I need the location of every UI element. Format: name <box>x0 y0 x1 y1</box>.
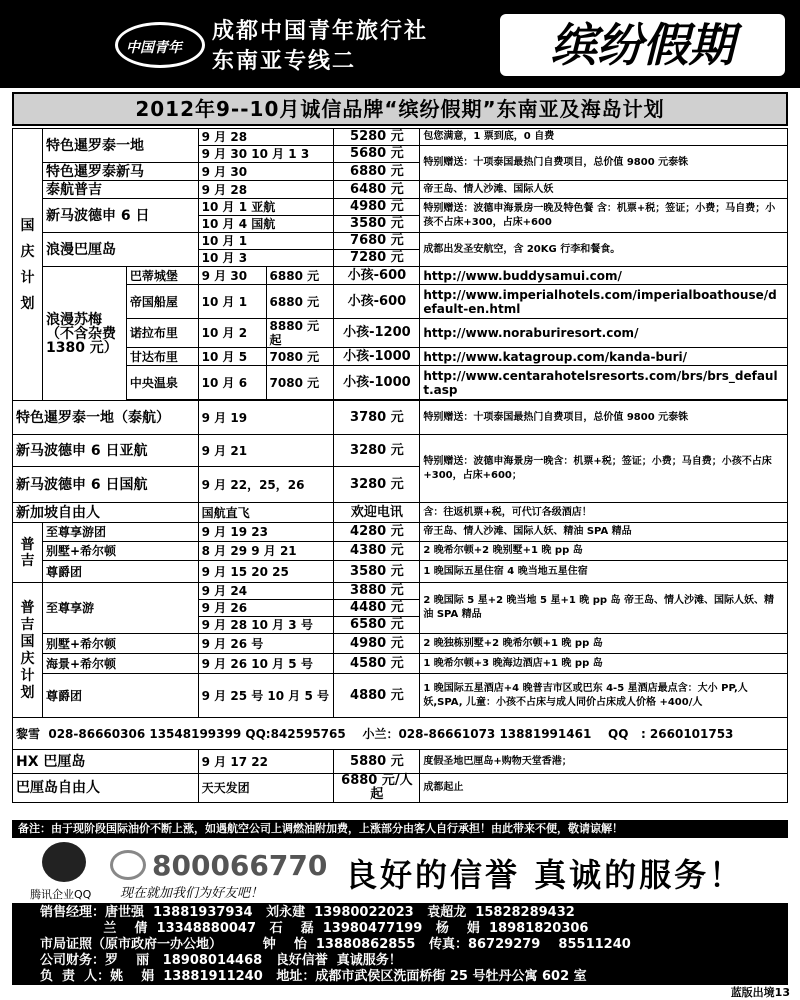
table-row <box>13 523 788 542</box>
contact-line: 黎雪 028-86660306 13548199399 QQ:842595765 小兰：028-86661073 13881991461 QQ : 2660101753 <box>13 718 788 750</box>
label-char: 划 <box>20 684 35 701</box>
label-char: 计 <box>20 667 35 684</box>
qq-slogan: 现在就加我们为好友吧！ <box>120 886 264 901</box>
tour-name: 新马波德申 6 日国航 <box>13 467 199 503</box>
label-char: 国 <box>20 217 35 234</box>
tour-price: 8880 元起 <box>266 319 334 348</box>
table-row <box>13 542 788 561</box>
tour-note: 2 晚希尔顿+2 晚别墅+1 晚 pp 岛 <box>420 542 788 561</box>
tour-date: 9 月 26 号 <box>198 634 334 654</box>
tour-date: 8 月 29 9 月 21 <box>198 542 334 561</box>
table-row <box>13 583 788 600</box>
label-char: 普 <box>20 599 35 616</box>
company-name: 成都中国青年旅行社 <box>212 19 429 44</box>
tour-price: 6880 元 <box>266 267 334 285</box>
tour-price: 6480 元 <box>334 181 420 199</box>
tour-date: 9 月 30 <box>198 267 266 285</box>
table-row <box>13 199 788 216</box>
tour-name: 特色暹罗泰一地 <box>42 129 198 163</box>
tour-name: HX 巴厘岛 <box>13 750 199 774</box>
label-char: 国 <box>20 633 35 650</box>
table-row <box>13 129 788 146</box>
tour-note: 成都出发圣安航空，含 20KG 行李和餐食。 <box>420 233 788 267</box>
tour-price: 6580 元 <box>334 617 420 634</box>
tour-price: 7680 元 <box>334 233 420 250</box>
tour-date: 9 月 22，25，26 <box>198 467 334 503</box>
table-row <box>13 561 788 583</box>
table-row <box>13 435 788 467</box>
tour-note: 成都起止 <box>420 774 788 803</box>
table-row <box>13 774 788 803</box>
footer-line: 市局证照（原市政府一办公地） 钟 怡 13880862855 传真：86729279 85511240 <box>40 937 631 952</box>
tour-name: 新马波德申 6 日亚航 <box>13 435 199 467</box>
tour-price: 3280 元 <box>334 435 420 467</box>
tour-date: 10 月 4 国航 <box>198 216 334 233</box>
tour-name: 特色暹罗泰一地（泰航） <box>13 401 199 435</box>
tour-note: 2 晚独栋别墅+2 晚希尔顿+1 晚 pp 岛 <box>420 634 788 654</box>
guoqing-label <box>13 129 43 401</box>
table-row <box>13 233 788 250</box>
label-char: 吉 <box>20 552 35 569</box>
plan-banner: 2012年9--10月诚信品牌“缤纷假期”东南亚及海岛计划 <box>12 92 788 126</box>
page-mark: 蓝版出境13 <box>730 986 790 999</box>
tour-price: 5880 元 <box>334 750 420 774</box>
hotel-url[interactable]: http://www.buddysamui.com/ <box>420 267 788 285</box>
tour-price: 4380 元 <box>334 542 420 561</box>
label-char: 庆 <box>20 243 35 260</box>
tour-note: 帝王岛、情人沙滩、国际人妖、精油 SPA 精品 <box>420 523 788 542</box>
table-row <box>13 634 788 654</box>
qq-badge <box>30 842 110 902</box>
tour-note: 包您满意，1 票到底，0 自费 <box>420 129 788 146</box>
tour-name: 泰航普吉 <box>42 181 198 199</box>
chat-bubble-icon <box>110 850 146 880</box>
table-row <box>13 674 788 718</box>
tour-price: 欢迎电讯 <box>334 503 420 523</box>
label-char: 普 <box>20 536 35 553</box>
tour-name <box>42 267 126 401</box>
tour-price: 4480 元 <box>334 600 420 617</box>
footer-line: 公司财务：罗 丽 18908014468 良好信誉 真诚服务！ <box>40 953 402 968</box>
tour-date: 天天发团 <box>198 774 334 803</box>
tour-date: 10 月 1 <box>198 233 334 250</box>
tour-price: 5680 元 <box>334 146 420 163</box>
qq-number: 800066770 <box>152 849 328 882</box>
child-price: 小孩-1000 <box>334 348 420 366</box>
table-row <box>13 366 788 400</box>
logo-text: 中国青年 <box>126 40 182 56</box>
table-row <box>13 654 788 674</box>
child-price: 小孩-1000 <box>334 366 420 400</box>
tour-price: 7080 元 <box>266 348 334 366</box>
tour-date: 9 月 26 <box>198 600 334 617</box>
tour-price: 6880 元/人起 <box>334 774 420 803</box>
tour-date: 9 月 26 10 月 5 号 <box>198 654 334 674</box>
tour-date: 10 月 6 <box>198 366 266 400</box>
tour-date: 10 月 5 <box>198 348 266 366</box>
tour-price: 3580 元 <box>334 216 420 233</box>
line-name: 东南亚专线二 <box>212 49 357 74</box>
tour-name: 新马波德申 6 日 <box>42 199 198 233</box>
label-char: 庆 <box>20 650 35 667</box>
tour-note: 帝王岛、情人沙滩、国际人妖 <box>420 181 788 199</box>
tour-note: 特别赠送：波德申海景房一晚含：机票+税；签证；小费；马自费；小孩不占床+300，占床+600； <box>420 435 788 503</box>
child-price: 小孩-600 <box>334 285 420 319</box>
tour-date: 9 月 19 <box>198 401 334 435</box>
hotel-name: 甘达布里 <box>126 348 198 366</box>
tour-price: 4980 元 <box>334 199 420 216</box>
table-row <box>13 503 788 523</box>
tour-price: 3580 元 <box>334 561 420 583</box>
table-row <box>13 348 788 366</box>
tour-name: 尊爵团 <box>42 561 198 583</box>
tour-note: 2 晚国际 5 星+2 晚当地 5 星+1 晚 pp 岛 帝王岛、情人沙滩、国际人妖、精油 SPA 精品 <box>420 583 788 634</box>
tour-note: 1 晚国际五星酒店+4 晚普吉市区或巴东 4-5 星酒店最点含：大小 PP,人妖,SPA, 儿童：小孩不占床与成人同价占床成人价格 +400/人 <box>420 674 788 718</box>
tour-price: 5280 元 <box>334 129 420 146</box>
tour-name: 新加坡自由人 <box>13 503 199 523</box>
hotel-name: 巴蒂城堡 <box>126 267 198 285</box>
tour-price: 6880 元 <box>266 285 334 319</box>
tour-date: 9 月 19 23 <box>198 523 334 542</box>
tour-note: 含：往返机票+税，可代订各级酒店！ <box>420 503 788 523</box>
footer-line: 销售经理：唐世强 13881937934 刘永建 13980022023 袁超龙 15828289432 <box>40 905 575 920</box>
samui-name: 浪漫苏梅 <box>45 311 102 328</box>
tour-date: 10 月 1 亚航 <box>198 199 334 216</box>
tour-date: 9 月 15 20 25 <box>198 561 334 583</box>
tour-price: 3880 元 <box>334 583 420 600</box>
tour-date: 9 月 28 <box>198 181 334 199</box>
hotel-url[interactable]: http://www.noraburiresort.com/ <box>420 319 788 348</box>
tour-date: 9 月 28 <box>198 129 334 146</box>
tour-price: 3780 元 <box>334 401 420 435</box>
tour-date: 9 月 17 22 <box>198 750 334 774</box>
footer-line: 兰 倩 13348880047 石 磊 13980477199 杨 娟 18981820306 <box>40 921 589 936</box>
tour-note: 1 晚希尔顿+3 晚海边酒店+1 晚 pp 岛 <box>420 654 788 674</box>
tour-name: 浪漫巴厘岛 <box>42 233 198 267</box>
table-row <box>13 718 788 750</box>
footer-contacts <box>12 903 788 985</box>
tour-date: 10 月 3 <box>198 250 334 267</box>
company-logo <box>115 22 205 68</box>
tour-note: 特别赠送：十项泰国最热门自费项目，总价值 9800 元泰铢 <box>420 146 788 181</box>
tour-date: 9 月 30 10 月 1 3 <box>198 146 334 163</box>
tour-name: 特色暹罗泰新马 <box>42 163 198 181</box>
hotel-name: 帝国船屋 <box>126 285 198 319</box>
table-row <box>13 750 788 774</box>
tour-date: 国航直飞 <box>198 503 334 523</box>
tour-name: 别墅+希尔顿 <box>42 542 198 561</box>
table-row <box>13 285 788 319</box>
qq-label: 腾讯企业QQ <box>30 888 92 901</box>
tour-price: 4580 元 <box>334 654 420 674</box>
tour-note: 特别赠送：十项泰国最热门自费项目，总价值 9800 元泰铢 <box>420 401 788 435</box>
tour-name: 别墅+希尔顿 <box>42 634 198 654</box>
table-row <box>13 401 788 435</box>
tour-price: 7280 元 <box>334 250 420 267</box>
penguin-icon <box>42 842 86 882</box>
tour-date: 9 月 28 10 月 3 号 <box>198 617 334 634</box>
fuel-notice: 备注：由于现阶段国际油价不断上涨，如遇航空公司上调燃油附加费，上涨部分由客人自行承担！由此带来不便，敬请谅解！ <box>12 820 788 838</box>
brand-title: 缤纷假期 <box>500 14 785 76</box>
label-char: 计 <box>20 269 35 286</box>
tour-note: 度假圣地巴厘岛+购物天堂香港； <box>420 750 788 774</box>
footer-line: 负 责 人：姚 娟 13881911240 地址：成都市武侯区洗面桥街 25 号牡丹公寓 602 室 <box>40 969 587 984</box>
table-row <box>13 267 788 285</box>
tour-name: 海景+希尔顿 <box>42 654 198 674</box>
tour-date: 9 月 30 <box>198 163 334 181</box>
phuket-label <box>13 523 43 583</box>
tour-price: 6880 元 <box>334 163 420 181</box>
hotel-url[interactable]: http://www.centarahotelsresorts.com/brs/brs_default.asp <box>420 366 788 400</box>
tour-name: 至尊享游 <box>42 583 198 634</box>
table-row <box>13 181 788 199</box>
tour-date: 10 月 1 <box>198 285 266 319</box>
tour-name: 巴厘岛自由人 <box>13 774 199 803</box>
hotel-url[interactable]: http://www.katagroup.com/kanda-buri/ <box>420 348 788 366</box>
tour-date: 9 月 21 <box>198 435 334 467</box>
tour-price: 4980 元 <box>334 634 420 654</box>
tour-note: 特别赠送：波德申海景房一晚及特色餐 含：机票+税；签证；小费；马自费；小孩不占床+300，占床+600 <box>420 199 788 233</box>
tour-date: 10 月 2 <box>198 319 266 348</box>
phuket-guoqing-label <box>13 583 43 718</box>
table-row <box>13 319 788 348</box>
tour-name: 至尊享游团 <box>42 523 198 542</box>
child-price: 小孩-1200 <box>334 319 420 348</box>
tour-price: 7080 元 <box>266 366 334 400</box>
label-char: 吉 <box>20 616 35 633</box>
label-char: 划 <box>20 295 35 312</box>
tour-price: 4280 元 <box>334 523 420 542</box>
hotel-name: 中央温泉 <box>126 366 198 400</box>
tour-name: 尊爵团 <box>42 674 198 718</box>
tour-date: 9 月 24 <box>198 583 334 600</box>
tour-price: 4880 元 <box>334 674 420 718</box>
service-slogan: 良好的信誉 真诚的服务！ <box>345 856 745 894</box>
samui-sub: （不含杂费 1380 元） <box>45 325 118 356</box>
hotel-url[interactable]: http://www.imperialhotels.com/imperialboathouse/default-en.html <box>420 285 788 319</box>
child-price: 小孩-600 <box>334 267 420 285</box>
hotel-name: 诺拉布里 <box>126 319 198 348</box>
header <box>0 0 800 88</box>
tour-price: 3280 元 <box>334 467 420 503</box>
tour-table <box>12 128 788 803</box>
tour-note: 1 晚国际五星住宿 4 晚当地五星住宿 <box>420 561 788 583</box>
tour-date: 9 月 25 号 10 月 5 号 <box>198 674 334 718</box>
